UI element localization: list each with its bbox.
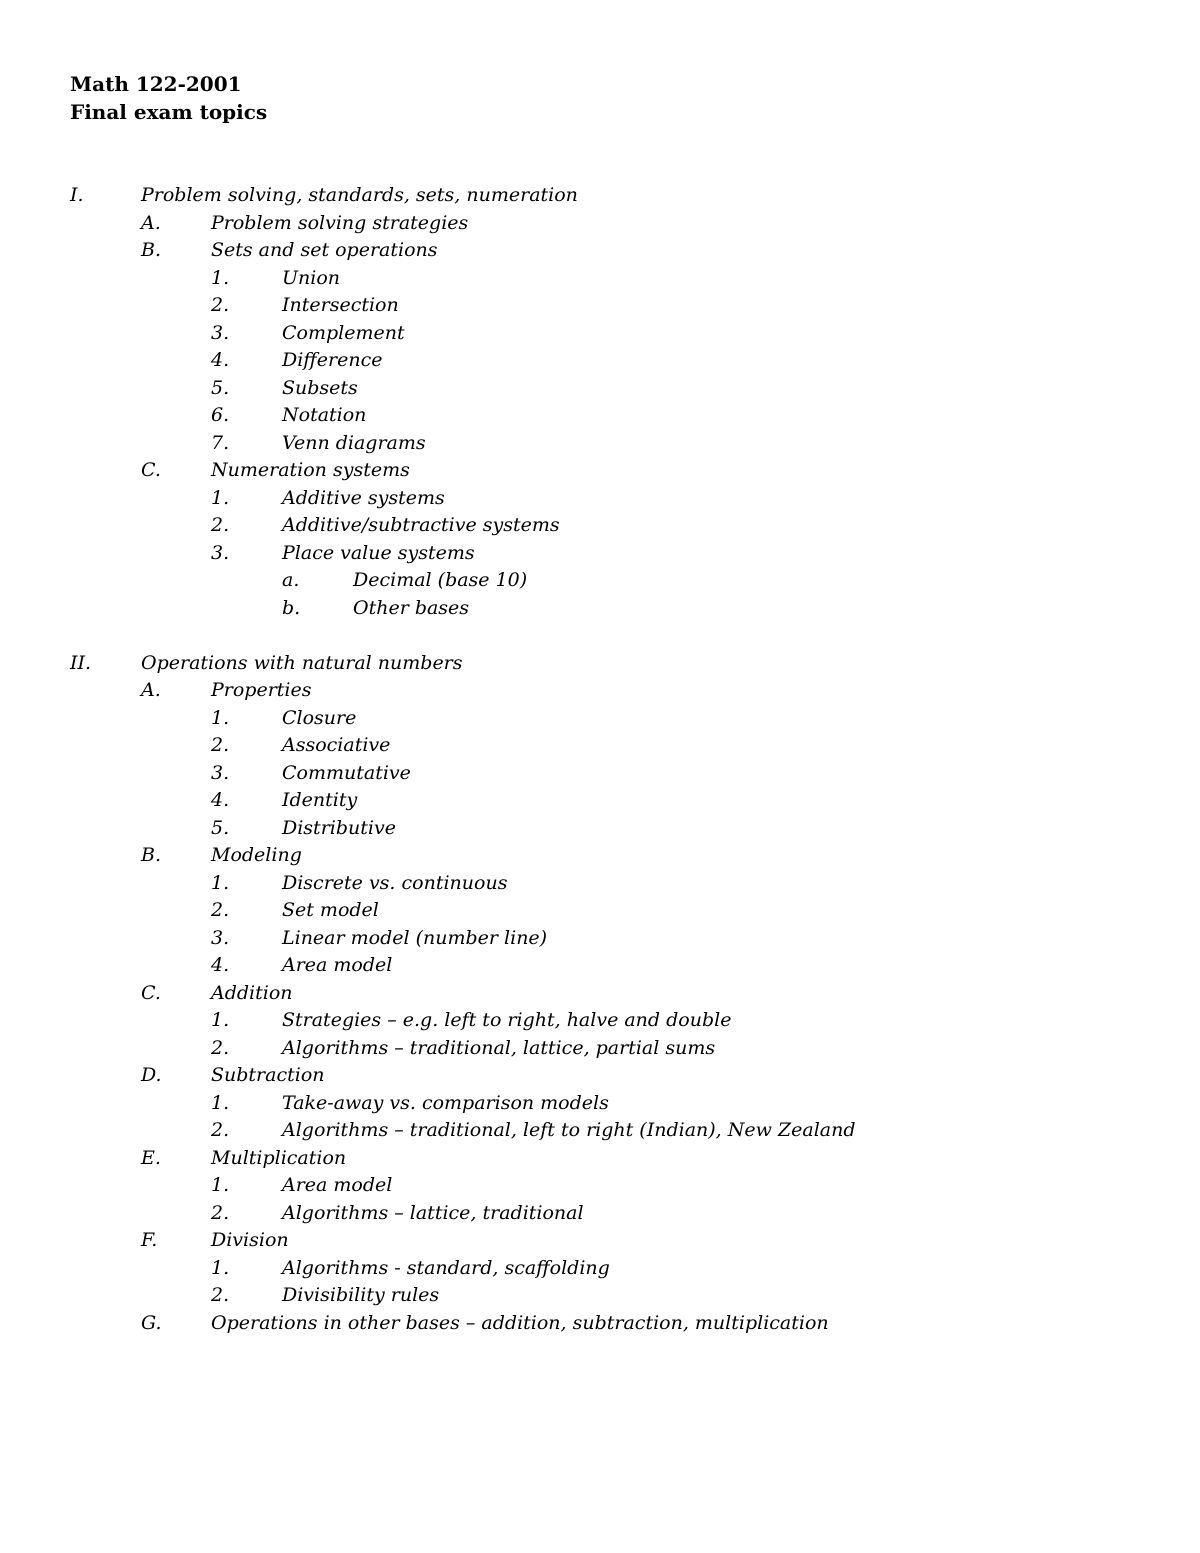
outline-marker: 5. (211, 817, 230, 839)
outline-text: Algorithms – traditional, lattice, partial sums (282, 1037, 716, 1059)
outline-marker: 1. (211, 1257, 230, 1279)
outline-marker: 1. (211, 267, 230, 289)
outline-marker: II. (70, 652, 92, 674)
outline-text: Numeration systems (211, 459, 410, 481)
outline-text: Intersection (282, 294, 399, 316)
outline-text: Linear model (number line) (282, 927, 548, 949)
outline-marker: G. (141, 1312, 162, 1334)
outline-marker: 3. (211, 927, 230, 949)
outline-text: Modeling (211, 844, 302, 866)
outline-marker: b. (282, 597, 301, 619)
outline-text: Identity (282, 789, 358, 811)
outline-marker: D. (141, 1064, 162, 1086)
outline-text: Divisibility rules (282, 1284, 440, 1306)
outline-text: Subtraction (211, 1064, 325, 1086)
outline-marker: C. (141, 459, 161, 481)
outline-marker: 2. (211, 899, 230, 921)
outline-text: Properties (211, 679, 312, 701)
outline-text: Set model (282, 899, 379, 921)
outline-text: Area model (282, 1174, 393, 1196)
outline-marker: 2. (211, 734, 230, 756)
outline-text: Strategies – e.g. left to right, halve and double (282, 1009, 732, 1031)
outline-marker: 1. (211, 1174, 230, 1196)
outline-text: Algorithms – traditional, left to right (Indian), New Zealand (282, 1119, 856, 1141)
outline-text: Algorithms - standard, scaffolding (282, 1257, 610, 1279)
outline-marker: B. (141, 239, 162, 261)
outline-marker: 2. (211, 514, 230, 536)
outline-marker: C. (141, 982, 161, 1004)
outline-text: Problem solving, standards, sets, numeration (141, 184, 578, 206)
outline-text: Multiplication (211, 1147, 347, 1169)
outline-marker: 2. (211, 1284, 230, 1306)
outline-text: Distributive (282, 817, 396, 839)
outline-text: Operations with natural numbers (141, 652, 463, 674)
outline-marker: 7. (211, 432, 230, 454)
outline-text: Closure (282, 707, 357, 729)
outline-marker: 2. (211, 294, 230, 316)
outline-text: Difference (282, 349, 383, 371)
outline-marker: 1. (211, 487, 230, 509)
outline-text: Other bases (353, 597, 470, 619)
outline-text: Problem solving strategies (211, 212, 469, 234)
outline-marker: 1. (211, 707, 230, 729)
outline-marker: 1. (211, 1009, 230, 1031)
outline-text: Additive systems (282, 487, 445, 509)
outline-marker: 2. (211, 1119, 230, 1141)
outline-text: Subsets (282, 377, 358, 399)
outline-text: Addition (211, 982, 293, 1004)
outline-marker: F. (141, 1229, 158, 1251)
outline-text: Venn diagrams (282, 432, 426, 454)
outline-text: Commutative (282, 762, 411, 784)
outline-marker: 1. (211, 872, 230, 894)
outline-marker: 3. (211, 542, 230, 564)
outline-marker: 3. (211, 762, 230, 784)
outline-marker: 2. (211, 1037, 230, 1059)
outline-text: Take-away vs. comparison models (282, 1092, 609, 1114)
outline-marker: 1. (211, 1092, 230, 1114)
document-subtitle: Final exam topics (70, 100, 268, 124)
outline-text: Associative (282, 734, 391, 756)
outline-marker: a. (282, 569, 300, 591)
outline-marker: A. (141, 679, 161, 701)
outline-marker: A. (141, 212, 161, 234)
outline-marker: B. (141, 844, 162, 866)
outline-text: Additive/subtractive systems (282, 514, 560, 536)
outline-marker: 4. (211, 789, 230, 811)
outline-marker: I. (70, 184, 84, 206)
outline-marker: 4. (211, 954, 230, 976)
outline-text: Division (211, 1229, 289, 1251)
outline-text: Union (282, 267, 341, 289)
outline-marker: 5. (211, 377, 230, 399)
outline-text: Notation (282, 404, 367, 426)
outline-text: Decimal (base 10) (353, 569, 528, 591)
outline-text: Algorithms – lattice, traditional (282, 1202, 584, 1224)
outline-text: Operations in other bases – addition, subtraction, multiplication (211, 1312, 829, 1334)
outline-marker: 4. (211, 349, 230, 371)
outline-marker: 6. (211, 404, 230, 426)
outline-text: Discrete vs. continuous (282, 872, 508, 894)
outline-text: Area model (282, 954, 393, 976)
outline-marker: 3. (211, 322, 230, 344)
outline-marker: E. (141, 1147, 161, 1169)
course-title: Math 122-2001 (70, 72, 242, 96)
outline-marker: 2. (211, 1202, 230, 1224)
outline-text: Complement (282, 322, 405, 344)
outline-text: Sets and set operations (211, 239, 438, 261)
outline-text: Place value systems (282, 542, 475, 564)
